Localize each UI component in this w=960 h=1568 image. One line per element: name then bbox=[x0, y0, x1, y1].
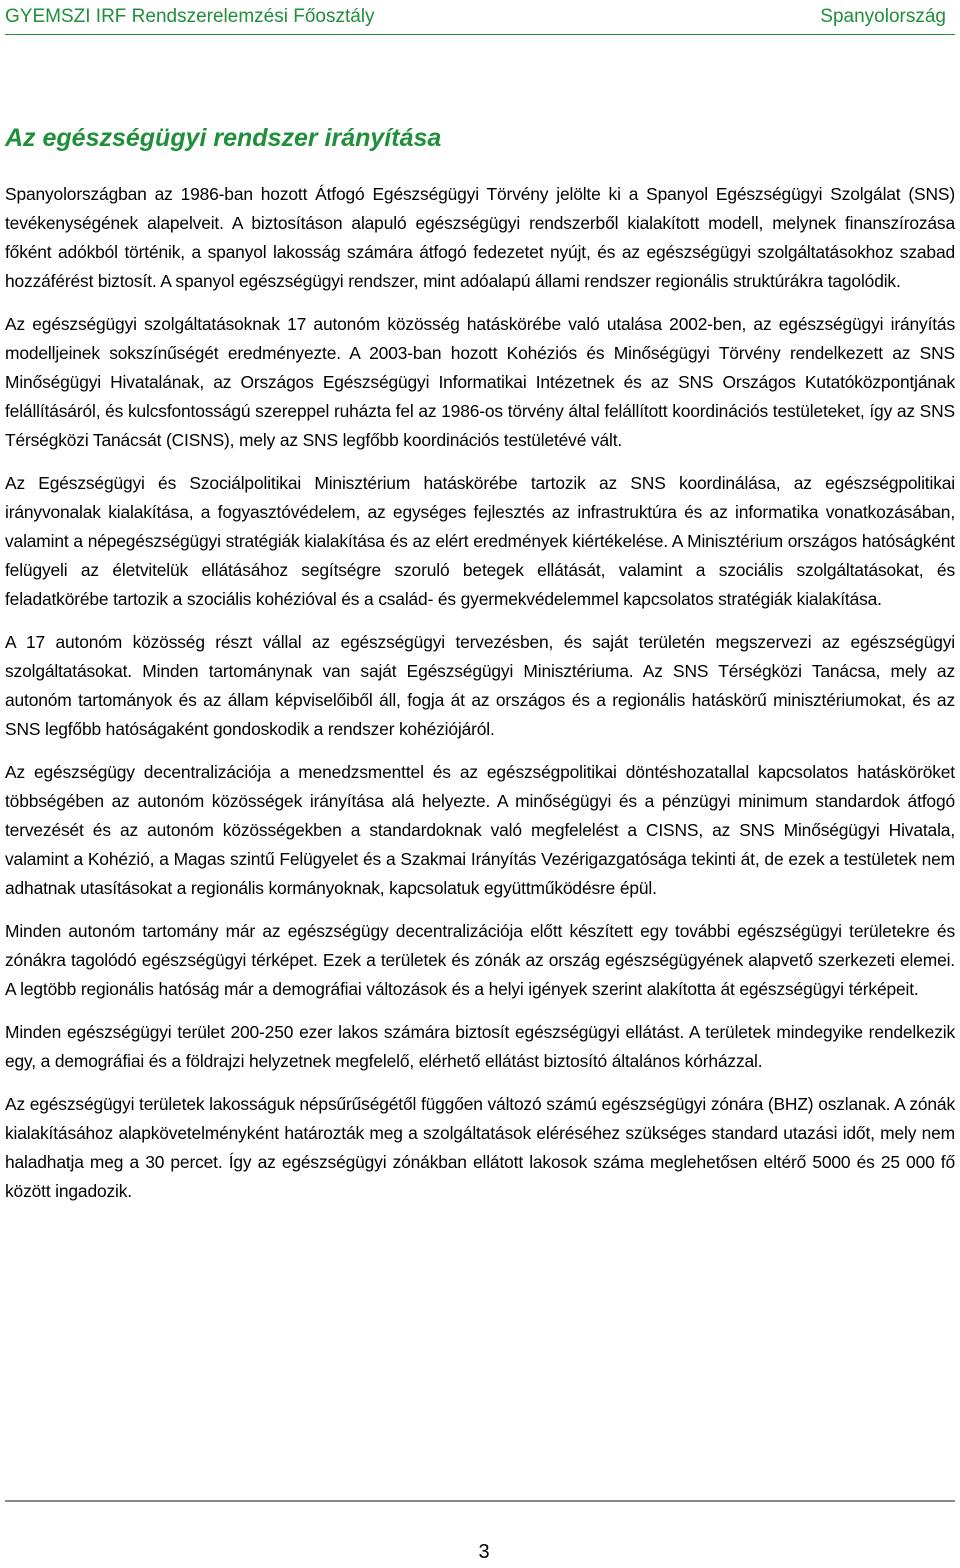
paragraph: Az egészségügy decentralizációja a menedzsmenttel és az egészségpolitikai döntéshozatallal kapcsolatos hatásköröket többségében az autonóm közösségek irányítása alá helyezte. A minőségügyi és a pénzügyi minimum standardok átfogó tervezését és az autonóm közösségekben a standardoknak való megfelelést a CISNS, az SNS Minőségügyi Hivatala, valamint a Kohézió, a Magas szintű Felügyelet és a Szakmai Irányítás Vezérigazgatósága tekinti át, de ezek a testületek nem adhatnak utasításokat a regionális kormányoknak, kapcsolatuk együttműködésre épül. bbox=[5, 762, 955, 898]
page-number: 3 bbox=[478, 1541, 490, 1563]
page-header bbox=[5, 0, 946, 34]
paragraph: Minden egészségügyi terület 200-250 ezer lakos számára biztosít egészségügyi ellátást. A területek mindegyike rendelkezik egy, a demográfiai és a földrajzi helyzetnek megfelelő, elérhető ellátást biztosító általános kórházzal. bbox=[5, 1022, 955, 1071]
paragraph: Az egészségügyi szolgáltatásoknak 17 autonóm közösség hatáskörébe való utalása 2002-ben, az egészségügyi irányítás modelljeinek sokszínűségét eredményezte. A 2003-ban hozott Kohéziós és Minőségügyi Törvény rendelkezett az SNS Minőségügyi Hivatalának, az Országos Egészségügyi Informatikai Intézetnek és az SNS Országos Kutatóközpontjának felállításáról, és kulcsfontosságú szereppel ruházta fel az 1986-os törvény által felállított koordinációs testületeket, így az SNS Térségközi Tanácsát (CISNS), mely az SNS legfőbb koordinációs testületévé vált. bbox=[5, 314, 955, 450]
paragraph: Spanyolországban az 1986-ban hozott Átfogó Egészségügyi Törvény jelölte ki a Spanyol Egészségügyi Szolgálat (SNS) tevékenységének alapelveit. A biztosításon alapuló egészségügyi rendszerből kialakított modell, melynek finanszírozása főként adókból történik, a spanyol lakosság számára átfogó fedezetet nyújt, és az egészségügyi szolgáltatásokhoz szabad hozzáférést biztosít. A spanyol egészségügyi rendszer, mint adóalapú állami rendszer regionális struktúrákra tagolódik. bbox=[5, 184, 955, 291]
paragraph: A 17 autonóm közösség részt vállal az egészségügyi tervezésben, és saját területén megszervezi az egészségügyi szolgáltatásokat. Minden tartománynak van saját Egészségügyi Minisztériuma. Az SNS Térségközi Tanácsa, mely az autonóm tartományok és az állam képviselőiből áll, fogja át az országos és a regionális hatáskörű minisztériumokat, és az SNS legfőbb hatóságaként gondoskodik a rendszer kohéziójáról. bbox=[5, 632, 955, 739]
header-divider bbox=[5, 34, 955, 35]
paragraph: Az egészségügyi területek lakosságuk népsűrűségétől függően változó számú egészségügyi zónára (BHZ) oszlanak. A zónák kialakításához alapkövetelményként határozták meg a szolgáltatások eléréséhez szükséges standard utazási időt, mely nem haladhatja meg a 30 percet. Így az egészségügyi zónákban ellátott lakosok száma meglehetősen eltérő 5000 és 25 000 fő között ingadozik. bbox=[5, 1094, 955, 1201]
paragraph: Az Egészségügyi és Szociálpolitikai Minisztérium hatáskörébe tartozik az SNS koordinálása, az egészségpolitikai irányvonalak kialakítása, a fogyasztóvédelem, az egységes fejlesztés az infrastruktúra és az informatika vonatkozásában, valamint a népegészségügyi stratégiák kialakítása és az elért eredmények kiértékelése. A Minisztérium országos hatóságként felügyeli az életvitelük ellátásához segítségre szoruló betegek ellátását, valamint a szociális szolgáltatásokat, és feladatkörébe tartozik a szociális kohézióval és a család- és gyermekvédelemmel kapcsolatos stratégiák kialakítása. bbox=[5, 473, 955, 609]
header-organization: GYEMSZI IRF Rendszerelemzési Főosztály bbox=[5, 6, 375, 27]
footer-divider bbox=[5, 1500, 955, 1502]
header-country: Spanyolország bbox=[820, 6, 946, 27]
paragraph: Minden autonóm tartomány már az egészségügy decentralizációja előtt készített egy további egészségügyi területekre és zónákra tagolódó egészségügyi térképet. Ezek a területek és zónák az ország egészségügyének alapvető szerkezeti elemei. A legtöbb regionális hatóság már a demográfiai változások és a helyi igények szerint alakította át egészségügyi térképeit. bbox=[5, 921, 955, 999]
body-text bbox=[5, 180, 955, 1220]
section-title: Az egészségügyi rendszer irányítása bbox=[5, 124, 442, 152]
